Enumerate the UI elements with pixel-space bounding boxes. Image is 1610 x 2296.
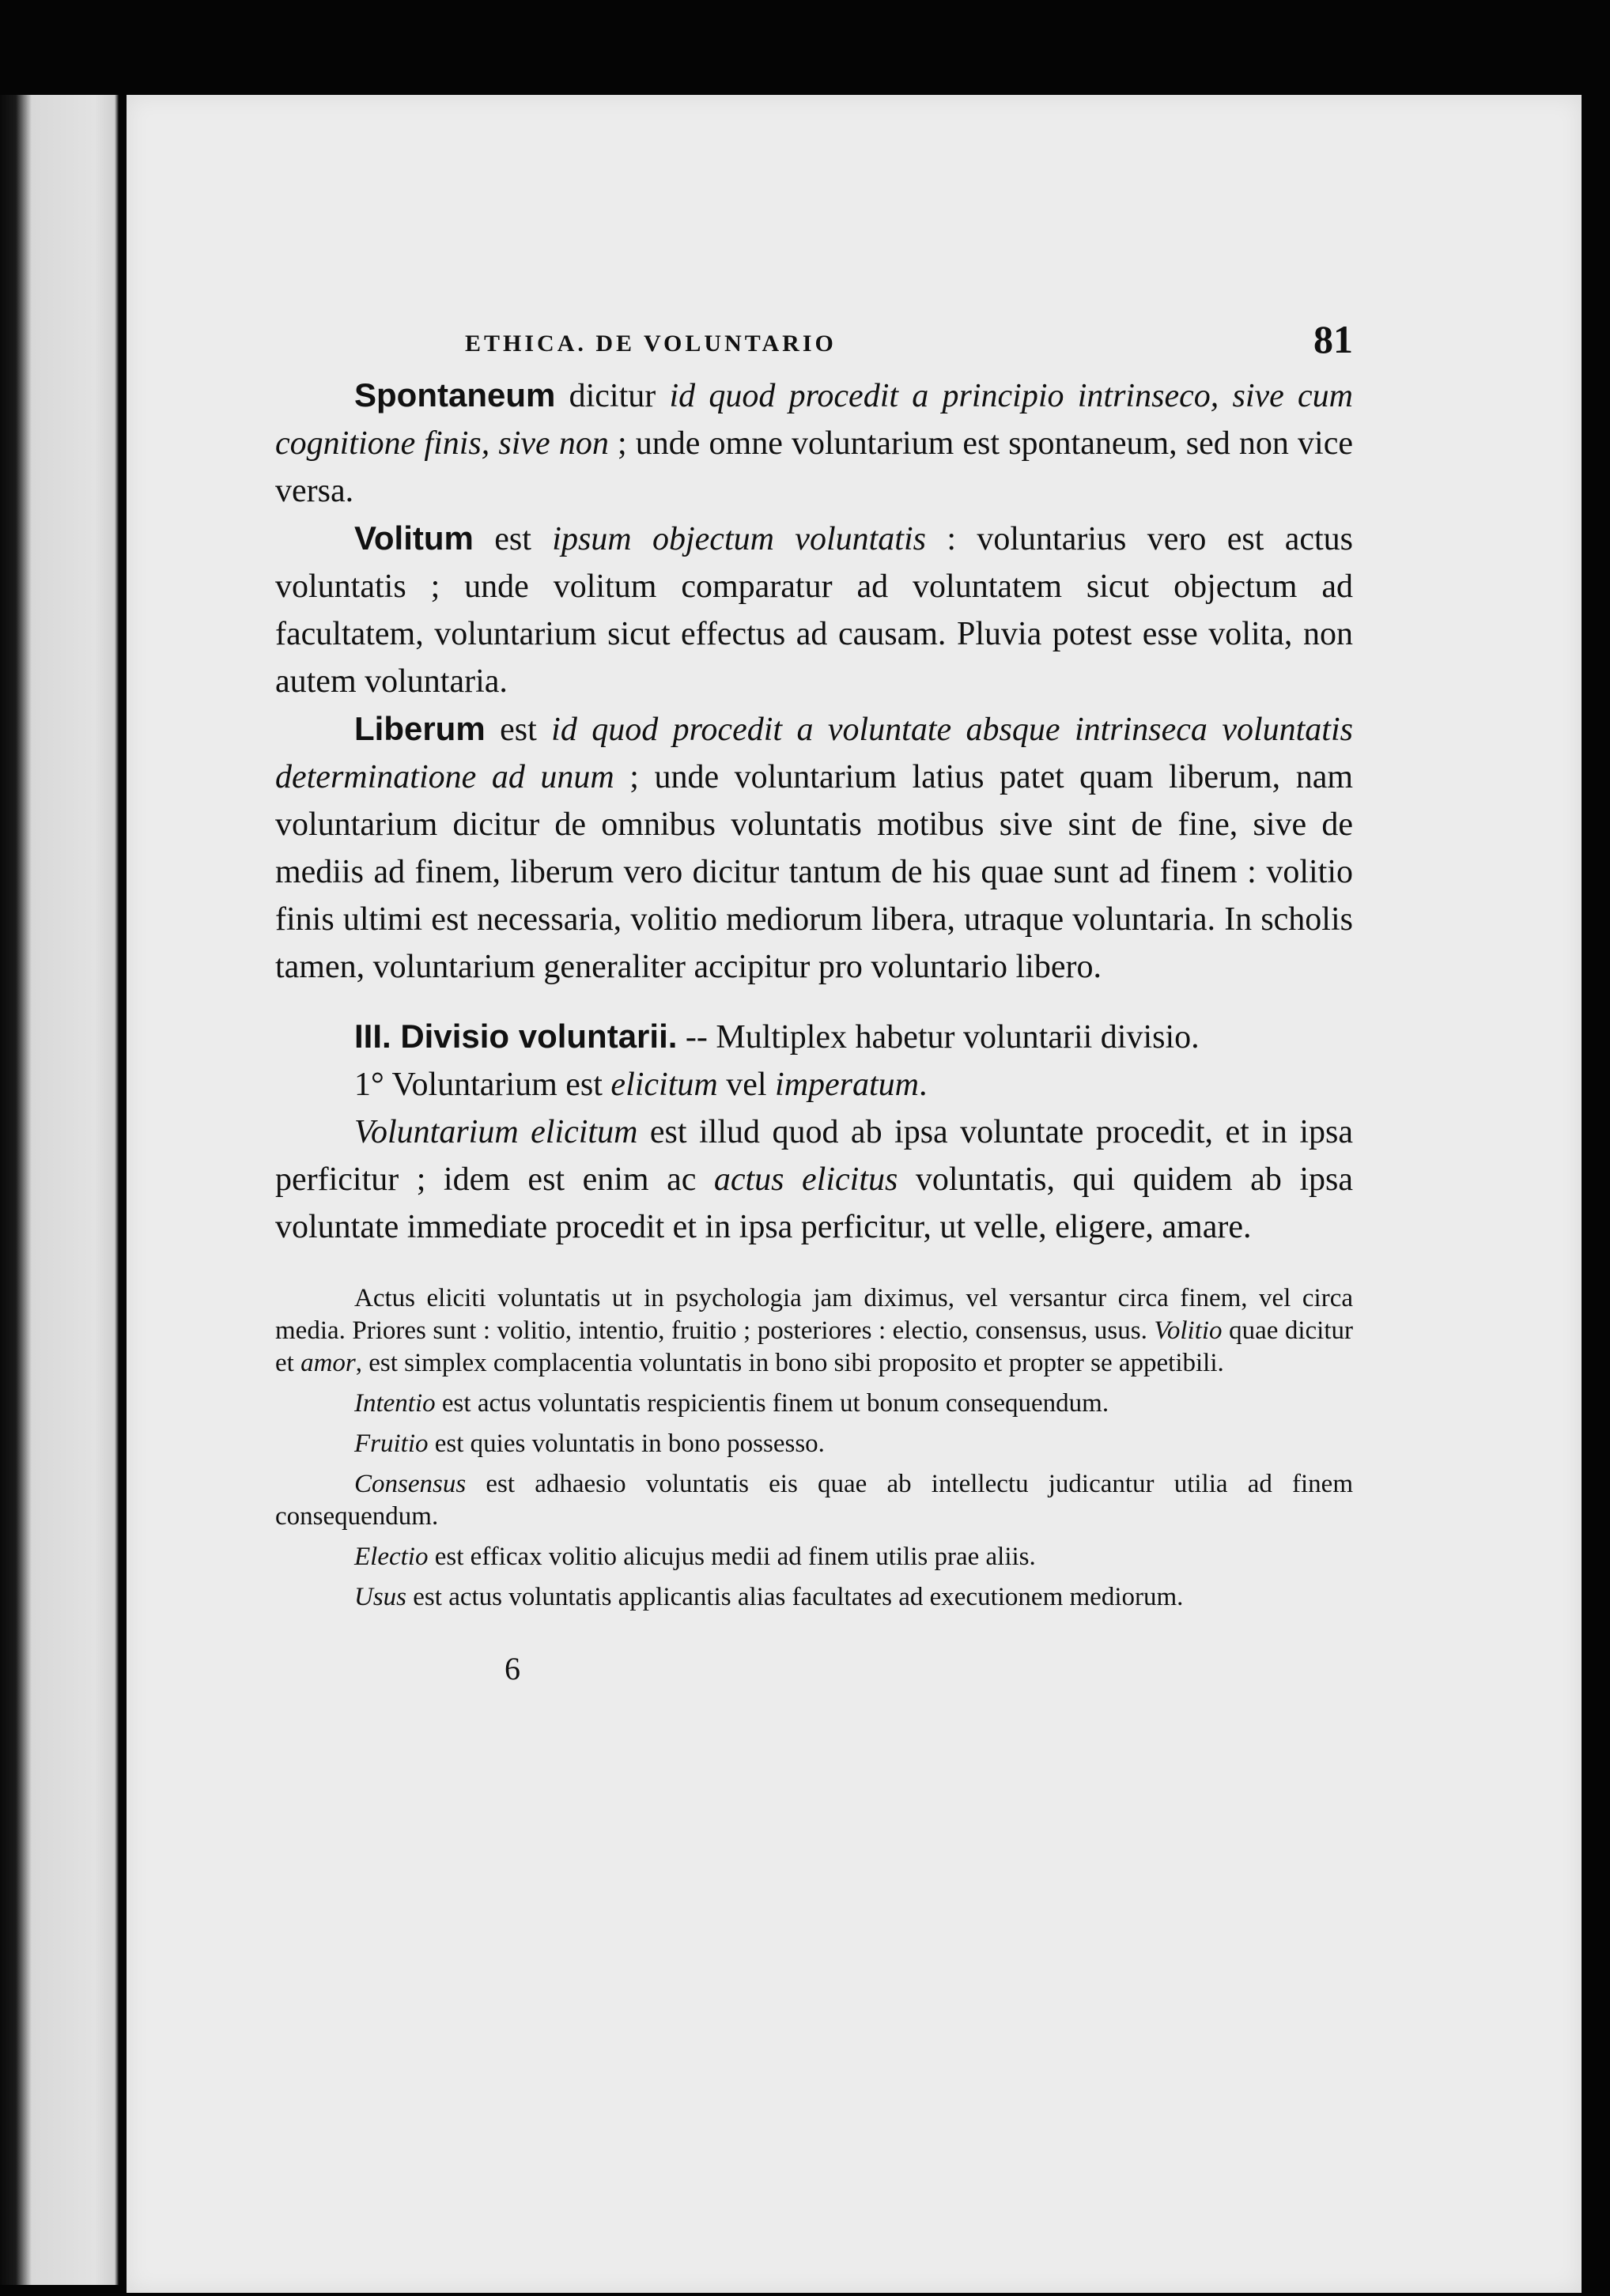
page-content bbox=[275, 316, 1353, 1687]
small-print-notes bbox=[275, 1282, 1353, 1614]
section-heading-divisio bbox=[275, 1013, 1353, 1061]
text-run: , est simplex complacentia voluntatis in bono sibi proposito et propter se appetibili. bbox=[355, 1349, 1224, 1377]
term-heading: Volitum bbox=[354, 519, 474, 557]
italic-run: elicitum bbox=[610, 1067, 718, 1103]
text-run: est quies voluntatis in bono possesso. bbox=[428, 1429, 825, 1458]
paragraph-liberum bbox=[275, 705, 1353, 991]
text-run: ; unde voluntarium latius patet quam liberum, nam voluntarium dicitur de omnibus voluntatis motibus sive sint de fine, sive de mediis ad finem, liberum vero dicitur tantum de his quae sunt ad finem : volitio finis ultimi est necessaria, volitio mediorum libera, utraque voluntaria. In scholis tamen, voluntarium generaliter accipitur pro voluntario libero. bbox=[275, 759, 1354, 985]
term-heading: Liberum bbox=[354, 710, 486, 747]
text-run: 1° Voluntarium est bbox=[354, 1067, 611, 1103]
italic-run: imperatum bbox=[775, 1067, 920, 1103]
italic-run: id quod procedit a voluntate absque intrinseca voluntatis determinatione ad unum bbox=[275, 712, 1353, 795]
text-run: est efficax volitio alicujus medii ad finem utilis prae aliis. bbox=[428, 1543, 1036, 1571]
text-run: Actus eliciti voluntatis ut in psychologia jam diximus, vel versantur circa finem, vel circa media. Priores sunt : volitio, intentio, fruitio ; posteriores : electio, consensus, usus. bbox=[275, 1284, 1353, 1345]
note-electio bbox=[275, 1541, 1353, 1573]
term-heading: Spontaneum bbox=[354, 376, 556, 414]
note-fruitio bbox=[275, 1428, 1353, 1460]
italic-run: Intentio bbox=[354, 1389, 436, 1418]
paragraph-elicitum bbox=[275, 1108, 1353, 1251]
italic-run: amor bbox=[300, 1349, 356, 1377]
text-run: . bbox=[919, 1067, 928, 1103]
text-run: est actus voluntatis applicantis alias facultates ad executionem mediorum. bbox=[406, 1583, 1184, 1611]
paragraph-spontaneum bbox=[275, 372, 1353, 515]
text-run: -- Multiplex habetur voluntarii divisio. bbox=[677, 1019, 1200, 1055]
note-usus bbox=[275, 1581, 1353, 1614]
italic-run: Volitio bbox=[1154, 1316, 1223, 1345]
italic-run: actus elicitus bbox=[713, 1161, 898, 1198]
text-run: est illud quod ab ipsa voluntate procedit, et in ipsa perficitur ; idem est enim ac bbox=[275, 1114, 1353, 1198]
italic-run: Usus bbox=[354, 1583, 407, 1611]
note-consensus bbox=[275, 1468, 1353, 1533]
text-run: ; unde omne voluntarium est spontaneum, sed non vice versa. bbox=[275, 425, 1353, 509]
note-actus-eliciti bbox=[275, 1282, 1353, 1380]
text-run: voluntatis, qui quidem ab ipsa voluntate immediate procedit et in ipsa perficitur, ut velle, eligere, amare. bbox=[275, 1161, 1353, 1245]
page-number: 81 bbox=[1313, 317, 1353, 361]
running-header bbox=[275, 316, 1353, 372]
text-run: : voluntarius vero est actus voluntatis ; unde volitum comparatur ad voluntatem sicut objectum ad facultatem, voluntarium sicut effectus ad causam. Pluvia potest esse volita, non autem voluntaria. bbox=[275, 521, 1354, 700]
italic-run: ipsum objectum voluntatis bbox=[552, 521, 926, 557]
main-text bbox=[275, 372, 1353, 1251]
section-title: III. Divisio voluntarii. bbox=[354, 1018, 678, 1055]
book-page bbox=[127, 95, 1582, 2293]
text-run: est bbox=[473, 521, 553, 557]
paragraph-volitum bbox=[275, 515, 1353, 705]
paragraph-first-division bbox=[275, 1061, 1353, 1108]
italic-run: id quod procedit a principio intrinseco, sive cum cognitione finis, sive non bbox=[275, 378, 1353, 462]
text-run: quae dicitur et bbox=[275, 1316, 1353, 1377]
running-title: ETHICA. DE VOLUNTARIO bbox=[465, 330, 837, 357]
text-run: est bbox=[485, 712, 552, 748]
italic-run: Electio bbox=[354, 1543, 429, 1571]
text-run: vel bbox=[717, 1067, 776, 1103]
italic-run: Voluntarium elicitum bbox=[354, 1114, 638, 1150]
italic-run: Fruitio bbox=[354, 1429, 429, 1458]
italic-run: Consensus bbox=[354, 1470, 467, 1498]
note-intentio bbox=[275, 1388, 1353, 1420]
text-run: est adhaesio voluntatis eis quae ab intellectu judicantur utilia ad finem consequendum. bbox=[275, 1470, 1353, 1531]
text-run: dicitur bbox=[555, 378, 670, 414]
text-run: est actus voluntatis respicientis finem ut bonum consequendum. bbox=[435, 1389, 1109, 1418]
previous-page-edge bbox=[0, 95, 119, 2285]
signature-mark: 6 bbox=[505, 1651, 520, 1686]
